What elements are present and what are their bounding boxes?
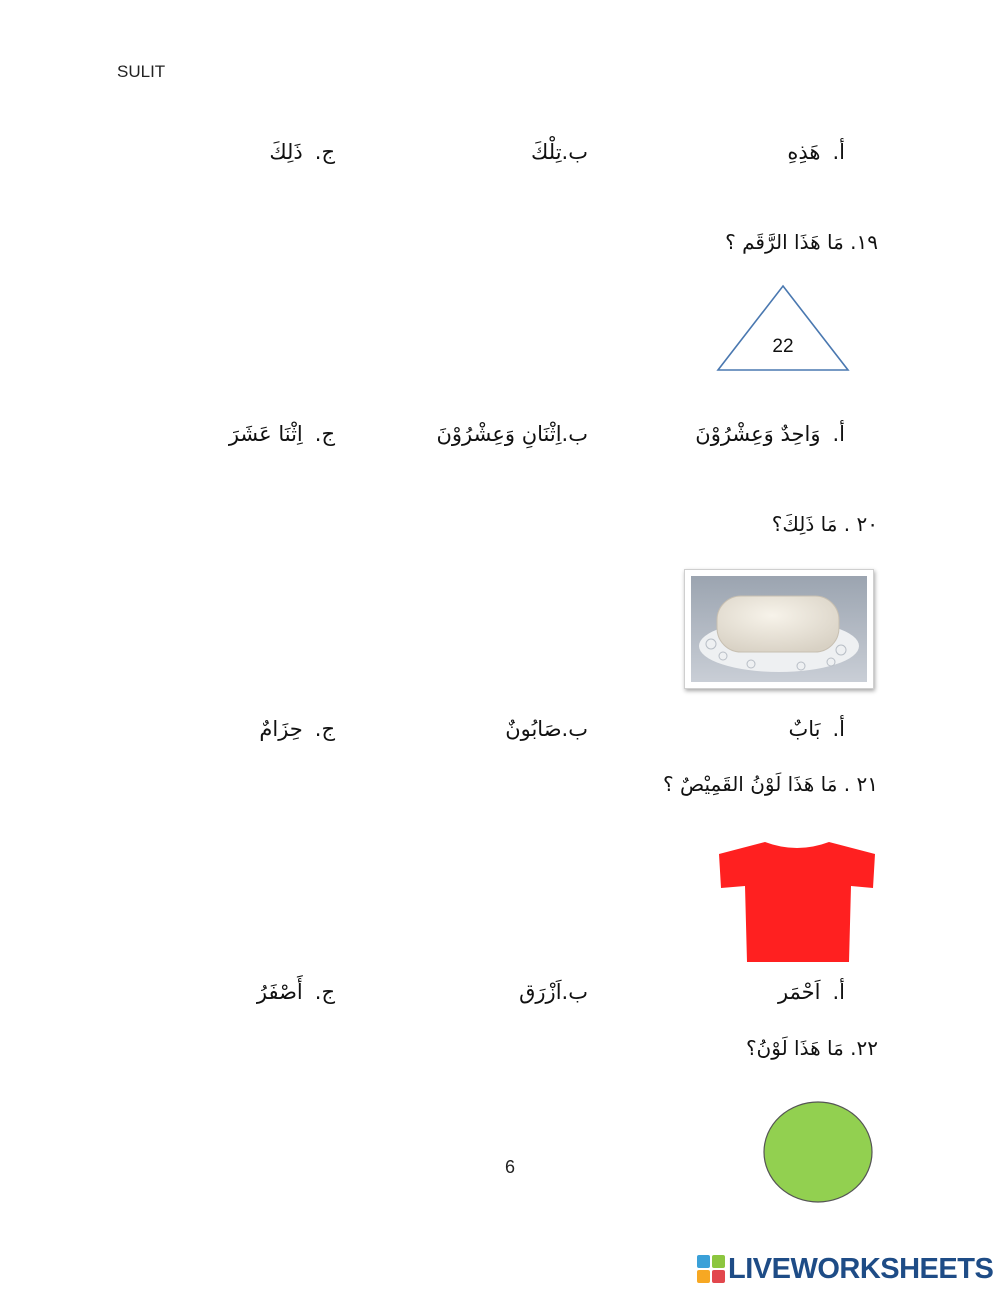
option-letter-c: ج. xyxy=(314,140,335,164)
q19-option-b-text: اِثْنَانِ وَعِشْرُوْنَ xyxy=(436,422,562,446)
soap-image xyxy=(691,576,867,682)
header-label: SULIT xyxy=(117,62,166,81)
q20-option-c[interactable] xyxy=(259,717,335,741)
option-letter-b: ب. xyxy=(561,140,588,164)
triangle-number: 22 xyxy=(772,336,794,357)
liveworksheets-logo-icon xyxy=(697,1255,725,1283)
option-letter-a: أ. xyxy=(832,140,845,164)
brand-text: LIVEWORKSHEETS xyxy=(728,1252,994,1285)
q21-option-b[interactable] xyxy=(519,980,588,1004)
option-letter-b: ب. xyxy=(561,717,588,741)
option-letter-a: أ. xyxy=(832,980,845,1004)
q18-option-c[interactable] xyxy=(269,140,335,164)
q20-question: ٢٠ . مَا ذَلِكَ؟ xyxy=(771,512,878,536)
option-letter-a: أ. xyxy=(832,717,845,741)
triangle-shape xyxy=(716,284,850,374)
option-letter-c: ج. xyxy=(314,422,335,446)
q21-option-c-text: أَصْفَرُ xyxy=(256,980,303,1004)
option-letter-c: ج. xyxy=(314,980,335,1004)
page-number: 6 xyxy=(504,1157,515,1177)
q22-question: ٢٢. مَا هَذَا لَوْنُ؟ xyxy=(745,1036,878,1060)
q19-option-a[interactable] xyxy=(695,422,845,446)
q21-option-a[interactable] xyxy=(778,980,845,1004)
q21-option-c[interactable] xyxy=(257,980,335,1004)
q18-option-c-text: ذَلِكَ xyxy=(269,140,303,164)
liveworksheets-brand xyxy=(697,1253,993,1285)
q20-option-b-text: صَابُونٌ xyxy=(505,717,562,741)
q21-option-a-text: اَحْمَر xyxy=(777,980,821,1004)
green-circle-figure xyxy=(762,1100,874,1204)
option-letter-a: أ. xyxy=(832,422,845,446)
q19-option-a-text: وَاحِدٌ وَعِشْرُوْنَ xyxy=(695,422,821,446)
q19-option-b[interactable] xyxy=(436,422,588,446)
option-letter-b: ب. xyxy=(561,980,588,1004)
q18-option-b-text: تِلْكَ xyxy=(531,140,562,164)
q20-option-b[interactable] xyxy=(505,717,588,741)
circle-shape xyxy=(762,1100,874,1204)
q18-option-a-text: هَذِهِ xyxy=(787,140,821,164)
soap-photo xyxy=(684,569,874,689)
q20-option-c-text: حِزَامٌ xyxy=(259,717,303,741)
q20-option-a[interactable] xyxy=(788,717,845,741)
q18-option-a[interactable] xyxy=(787,140,845,164)
q20-option-a-text: بَابٌ xyxy=(788,717,821,741)
q19-option-c[interactable] xyxy=(229,422,335,446)
q21-option-b-text: اَزْرَق xyxy=(519,980,562,1004)
red-shirt-figure xyxy=(715,838,880,966)
q18-option-b[interactable] xyxy=(531,140,588,164)
shirt-icon xyxy=(715,838,880,966)
triangle-figure xyxy=(716,284,850,374)
q19-question: ١٩. مَا هَذَا الرَّقَم ؟ xyxy=(725,230,878,254)
q19-option-c-text: اِثْنَا عَشَرَ xyxy=(228,422,303,446)
option-letter-c: ج. xyxy=(314,717,335,741)
q21-question: ٢١ . مَا هَذَا لَوْنُ القَمِيْصٌ ؟ xyxy=(663,772,878,796)
option-letter-b: ب. xyxy=(561,422,588,446)
